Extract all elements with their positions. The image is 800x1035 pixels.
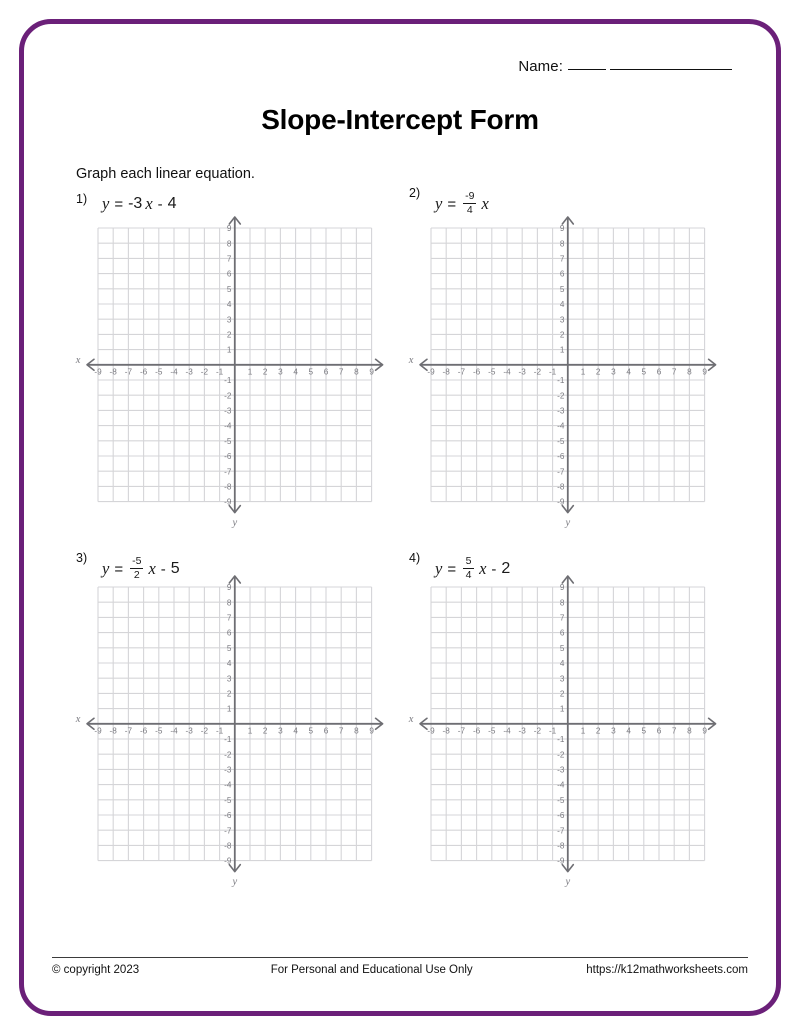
svg-text:-9: -9 bbox=[557, 497, 565, 507]
name-blank-short[interactable] bbox=[568, 69, 606, 70]
svg-text:2: 2 bbox=[262, 726, 268, 736]
fraction-numerator: -5 bbox=[132, 555, 142, 567]
svg-text:3: 3 bbox=[611, 726, 616, 736]
svg-text:8: 8 bbox=[226, 598, 232, 608]
graph-problem-3[interactable] bbox=[75, 573, 386, 889]
svg-text:1: 1 bbox=[580, 367, 586, 377]
svg-text:y: y bbox=[232, 876, 238, 888]
svg-text:9: 9 bbox=[559, 224, 565, 234]
svg-text:y: y bbox=[232, 517, 238, 529]
svg-text:-4: -4 bbox=[557, 780, 565, 790]
svg-text:-1: -1 bbox=[548, 726, 557, 736]
equals-sign: = bbox=[447, 195, 457, 213]
svg-text:7: 7 bbox=[338, 726, 344, 736]
svg-text:x: x bbox=[75, 354, 81, 366]
svg-text:6: 6 bbox=[559, 269, 565, 279]
equation-lhs: y bbox=[435, 194, 443, 213]
svg-text:-6: -6 bbox=[224, 452, 232, 462]
svg-text:-9: -9 bbox=[224, 497, 232, 507]
svg-text:5: 5 bbox=[226, 643, 232, 653]
svg-text:-4: -4 bbox=[503, 726, 511, 736]
svg-text:-7: -7 bbox=[224, 826, 232, 836]
svg-text:1: 1 bbox=[559, 704, 565, 714]
svg-text:-5: -5 bbox=[224, 795, 232, 805]
svg-text:-7: -7 bbox=[224, 467, 232, 477]
svg-text:-9: -9 bbox=[224, 856, 232, 866]
page-footer bbox=[52, 964, 748, 976]
svg-text:9: 9 bbox=[226, 224, 232, 234]
svg-text:-7: -7 bbox=[557, 826, 565, 836]
constant-term: 4 bbox=[167, 195, 177, 212]
svg-text:-5: -5 bbox=[155, 726, 163, 736]
svg-text:-9: -9 bbox=[427, 726, 435, 736]
svg-text:9: 9 bbox=[226, 583, 232, 593]
svg-text:-7: -7 bbox=[457, 367, 466, 377]
svg-text:-5: -5 bbox=[557, 795, 565, 805]
svg-text:-4: -4 bbox=[503, 367, 511, 377]
svg-text:2: 2 bbox=[559, 689, 565, 699]
svg-text:9: 9 bbox=[559, 583, 565, 593]
svg-text:-2: -2 bbox=[200, 367, 209, 377]
equation-lhs: y bbox=[102, 559, 110, 578]
svg-text:1: 1 bbox=[580, 726, 586, 736]
svg-text:-8: -8 bbox=[224, 841, 232, 851]
svg-text:4: 4 bbox=[559, 659, 565, 669]
svg-text:3: 3 bbox=[278, 726, 283, 736]
svg-text:-2: -2 bbox=[224, 391, 232, 401]
svg-text:-1: -1 bbox=[224, 376, 232, 386]
svg-text:6: 6 bbox=[226, 269, 232, 279]
svg-text:-8: -8 bbox=[557, 482, 565, 492]
svg-text:7: 7 bbox=[671, 367, 677, 377]
svg-text:-3: -3 bbox=[518, 367, 526, 377]
svg-text:2: 2 bbox=[262, 367, 268, 377]
svg-text:6: 6 bbox=[559, 628, 565, 638]
svg-text:-9: -9 bbox=[94, 367, 102, 377]
equation-lhs: y bbox=[102, 194, 110, 213]
svg-text:5: 5 bbox=[559, 643, 565, 653]
svg-text:4: 4 bbox=[293, 367, 298, 377]
fraction-numerator: -9 bbox=[465, 190, 475, 202]
svg-text:x: x bbox=[408, 713, 414, 725]
svg-text:-8: -8 bbox=[442, 367, 450, 377]
svg-text:-7: -7 bbox=[124, 367, 133, 377]
svg-text:1: 1 bbox=[226, 704, 232, 714]
svg-text:5: 5 bbox=[226, 284, 232, 294]
svg-text:8: 8 bbox=[559, 598, 565, 608]
svg-text:5: 5 bbox=[559, 284, 565, 294]
footer-divider bbox=[52, 957, 748, 958]
usage-text: For Personal and Educational Use Only bbox=[270, 964, 473, 976]
svg-text:-4: -4 bbox=[224, 421, 232, 431]
svg-text:-3: -3 bbox=[185, 726, 193, 736]
svg-text:6: 6 bbox=[656, 367, 662, 377]
svg-text:8: 8 bbox=[354, 367, 359, 377]
svg-text:-6: -6 bbox=[472, 726, 481, 736]
svg-text:3: 3 bbox=[611, 367, 616, 377]
svg-text:-5: -5 bbox=[557, 436, 565, 446]
equation-variable: x bbox=[481, 194, 489, 213]
svg-text:-4: -4 bbox=[224, 780, 232, 790]
slope-fraction bbox=[463, 191, 476, 215]
problem-number: 2) bbox=[409, 186, 421, 200]
svg-text:-1: -1 bbox=[548, 367, 557, 377]
svg-text:-4: -4 bbox=[557, 421, 565, 431]
svg-text:-8: -8 bbox=[224, 482, 232, 492]
svg-text:-7: -7 bbox=[457, 726, 466, 736]
svg-text:x: x bbox=[408, 354, 414, 366]
svg-text:7: 7 bbox=[226, 254, 232, 264]
svg-text:6: 6 bbox=[323, 726, 329, 736]
svg-text:8: 8 bbox=[687, 726, 692, 736]
svg-text:-9: -9 bbox=[557, 856, 565, 866]
svg-text:-6: -6 bbox=[139, 367, 148, 377]
svg-text:7: 7 bbox=[338, 367, 344, 377]
svg-text:3: 3 bbox=[559, 674, 565, 684]
fraction-denominator: 2 bbox=[133, 568, 140, 581]
svg-text:-4: -4 bbox=[170, 367, 178, 377]
svg-text:-5: -5 bbox=[224, 436, 232, 446]
svg-text:-5: -5 bbox=[155, 367, 163, 377]
svg-text:-8: -8 bbox=[442, 726, 450, 736]
svg-text:-2: -2 bbox=[200, 726, 209, 736]
svg-text:-2: -2 bbox=[533, 726, 542, 736]
svg-text:x: x bbox=[75, 713, 81, 725]
svg-text:-2: -2 bbox=[557, 391, 565, 401]
fraction-numerator: 5 bbox=[465, 555, 472, 567]
svg-text:4: 4 bbox=[626, 367, 631, 377]
svg-text:4: 4 bbox=[626, 726, 631, 736]
svg-text:-3: -3 bbox=[224, 406, 232, 416]
equation-variable: x bbox=[148, 559, 156, 578]
equation-expression bbox=[435, 190, 499, 216]
problem-number: 3) bbox=[76, 551, 88, 565]
svg-text:2: 2 bbox=[595, 367, 601, 377]
svg-text:-5: -5 bbox=[488, 726, 496, 736]
svg-text:1: 1 bbox=[247, 726, 253, 736]
svg-text:4: 4 bbox=[226, 659, 232, 669]
svg-text:8: 8 bbox=[687, 367, 692, 377]
name-blank-long[interactable] bbox=[610, 69, 732, 70]
svg-text:1: 1 bbox=[247, 367, 253, 377]
svg-text:-3: -3 bbox=[185, 367, 193, 377]
svg-text:3: 3 bbox=[559, 315, 565, 325]
svg-text:y: y bbox=[565, 517, 571, 529]
svg-text:-2: -2 bbox=[533, 367, 542, 377]
svg-text:-6: -6 bbox=[472, 367, 481, 377]
constant-term: 2 bbox=[501, 560, 511, 577]
svg-text:-2: -2 bbox=[557, 750, 565, 760]
svg-text:-9: -9 bbox=[427, 367, 435, 377]
equation-variable: x bbox=[145, 194, 153, 213]
svg-text:9: 9 bbox=[702, 726, 707, 736]
problem-number: 4) bbox=[409, 551, 421, 565]
svg-text:2: 2 bbox=[226, 689, 232, 699]
svg-text:7: 7 bbox=[671, 726, 677, 736]
website-url[interactable]: https://k12mathworksheets.com bbox=[586, 964, 748, 976]
svg-text:-1: -1 bbox=[215, 726, 224, 736]
svg-text:y: y bbox=[565, 876, 571, 888]
svg-text:-8: -8 bbox=[109, 367, 117, 377]
svg-text:-3: -3 bbox=[557, 406, 565, 416]
svg-text:5: 5 bbox=[308, 367, 314, 377]
graph-problem-4[interactable] bbox=[408, 573, 719, 889]
svg-text:8: 8 bbox=[559, 239, 565, 249]
svg-text:4: 4 bbox=[293, 726, 298, 736]
svg-text:-6: -6 bbox=[224, 811, 232, 821]
svg-text:2: 2 bbox=[226, 330, 232, 340]
svg-text:-8: -8 bbox=[557, 841, 565, 851]
svg-text:2: 2 bbox=[559, 330, 565, 340]
svg-text:5: 5 bbox=[641, 726, 647, 736]
name-label: Name: bbox=[518, 58, 563, 75]
svg-text:-2: -2 bbox=[224, 750, 232, 760]
svg-text:7: 7 bbox=[226, 613, 232, 623]
equals-sign: = bbox=[447, 560, 457, 578]
equation-expression bbox=[102, 194, 177, 214]
constant-operator: - bbox=[157, 195, 163, 213]
svg-text:-1: -1 bbox=[557, 735, 565, 745]
svg-text:-7: -7 bbox=[124, 726, 133, 736]
svg-text:-3: -3 bbox=[224, 765, 232, 775]
svg-text:-3: -3 bbox=[518, 726, 526, 736]
svg-text:2: 2 bbox=[595, 726, 601, 736]
slope-coefficient: -3 bbox=[128, 195, 143, 212]
svg-text:4: 4 bbox=[559, 300, 565, 310]
svg-text:-6: -6 bbox=[557, 811, 565, 821]
svg-text:-6: -6 bbox=[139, 726, 148, 736]
svg-text:7: 7 bbox=[559, 613, 565, 623]
svg-text:4: 4 bbox=[226, 300, 232, 310]
svg-text:-5: -5 bbox=[488, 367, 496, 377]
name-field-row bbox=[518, 58, 732, 75]
equals-sign: = bbox=[114, 560, 124, 578]
svg-text:3: 3 bbox=[226, 674, 232, 684]
svg-text:6: 6 bbox=[323, 367, 329, 377]
svg-text:-1: -1 bbox=[224, 735, 232, 745]
svg-text:9: 9 bbox=[702, 367, 707, 377]
svg-text:6: 6 bbox=[226, 628, 232, 638]
svg-text:9: 9 bbox=[369, 726, 374, 736]
svg-text:-8: -8 bbox=[109, 726, 117, 736]
svg-text:-4: -4 bbox=[170, 726, 178, 736]
svg-text:-9: -9 bbox=[94, 726, 102, 736]
svg-text:5: 5 bbox=[308, 726, 314, 736]
svg-text:-6: -6 bbox=[557, 452, 565, 462]
constant-operator: - bbox=[160, 560, 166, 578]
fraction-denominator: 4 bbox=[465, 568, 472, 581]
svg-text:-3: -3 bbox=[557, 765, 565, 775]
equation-lhs: y bbox=[435, 559, 443, 578]
page-title: Slope-Intercept Form bbox=[261, 104, 539, 135]
svg-text:-1: -1 bbox=[557, 376, 565, 386]
svg-text:-7: -7 bbox=[557, 467, 565, 477]
equals-sign: = bbox=[114, 195, 124, 213]
svg-text:6: 6 bbox=[656, 726, 662, 736]
svg-text:8: 8 bbox=[226, 239, 232, 249]
svg-text:8: 8 bbox=[354, 726, 359, 736]
svg-text:3: 3 bbox=[226, 315, 232, 325]
constant-operator: - bbox=[491, 560, 497, 578]
svg-text:5: 5 bbox=[641, 367, 647, 377]
graph-problem-2[interactable] bbox=[408, 214, 719, 530]
svg-text:3: 3 bbox=[278, 367, 283, 377]
graph-problem-1[interactable] bbox=[75, 214, 386, 530]
problem-number: 1) bbox=[76, 192, 88, 206]
copyright-text: © copyright 2023 bbox=[52, 964, 140, 976]
svg-text:1: 1 bbox=[559, 345, 565, 355]
instructions-text: Graph each linear equation. bbox=[76, 166, 255, 182]
fraction-denominator: 4 bbox=[466, 203, 473, 216]
svg-text:9: 9 bbox=[369, 367, 374, 377]
svg-text:1: 1 bbox=[226, 345, 232, 355]
svg-text:-1: -1 bbox=[215, 367, 224, 377]
svg-text:7: 7 bbox=[559, 254, 565, 264]
constant-term: 5 bbox=[170, 560, 180, 577]
equation-variable: x bbox=[479, 559, 487, 578]
